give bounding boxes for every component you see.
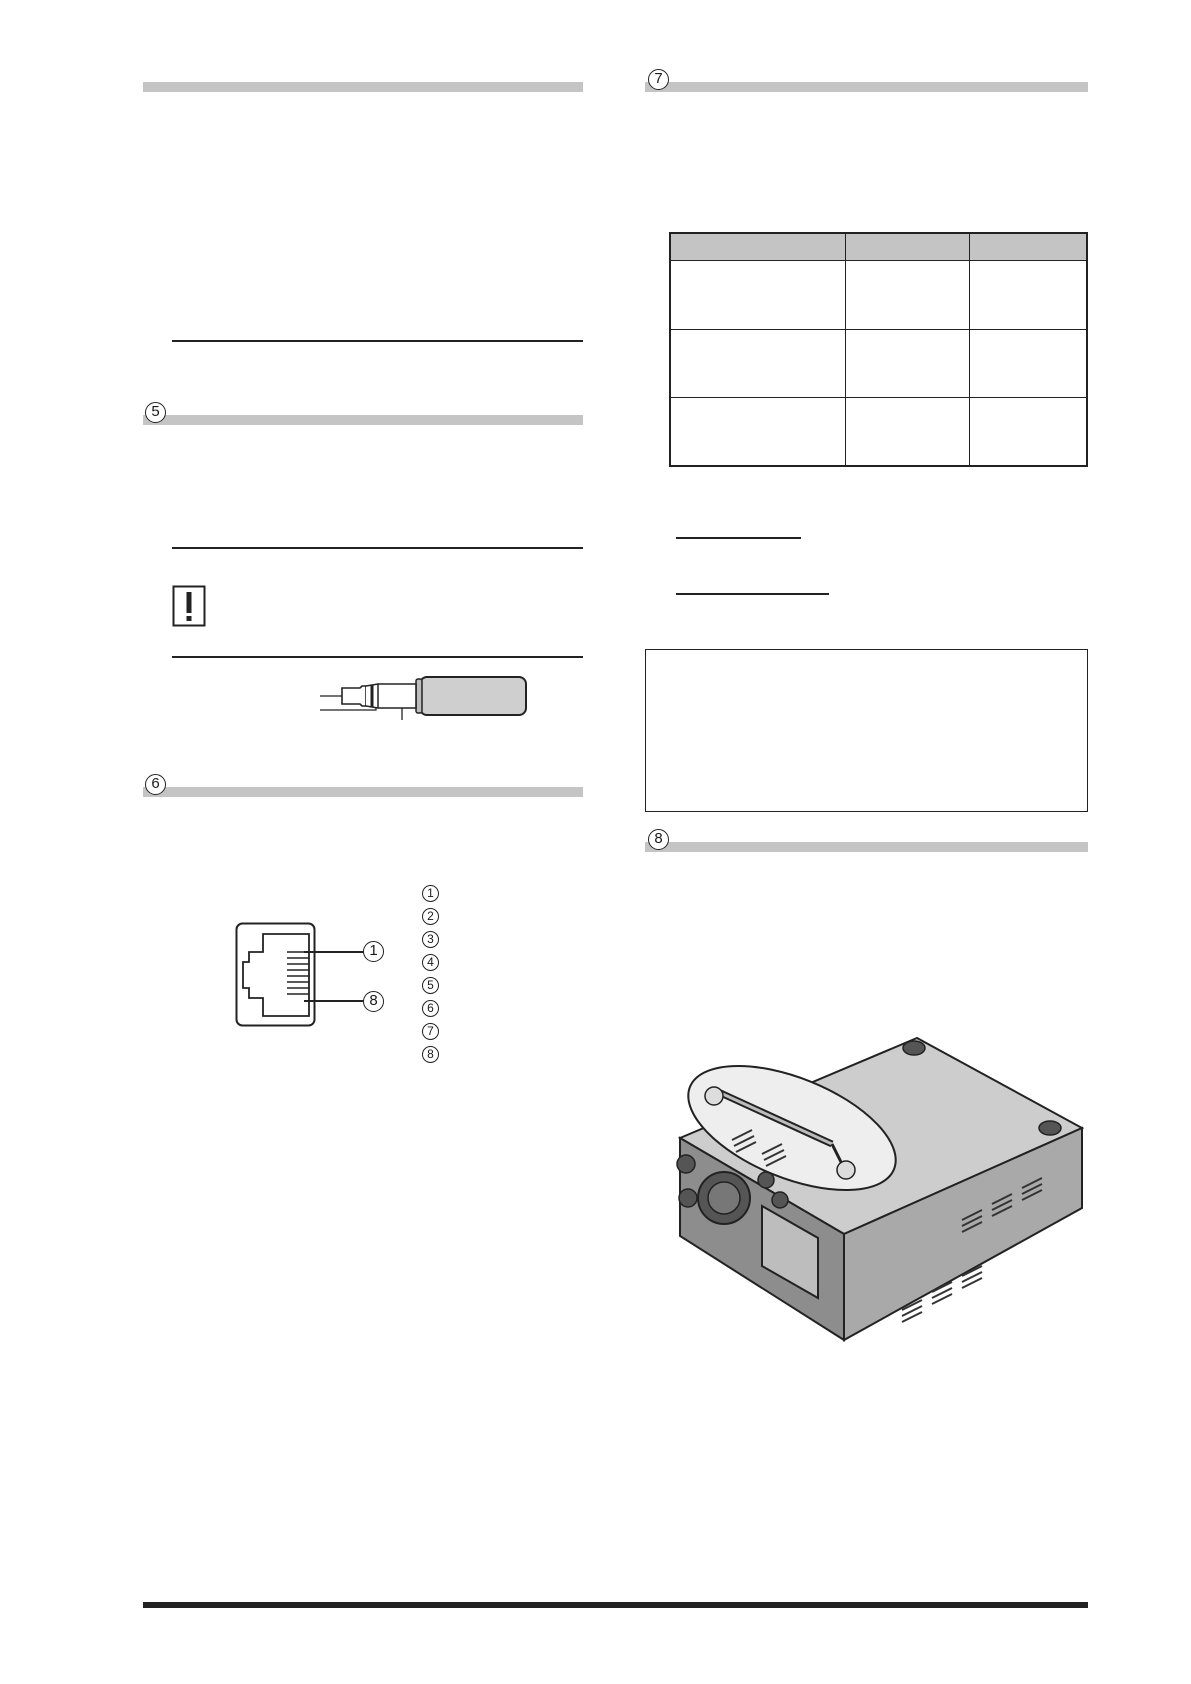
table-cell (846, 261, 970, 329)
table-cell (670, 329, 846, 397)
pin-1-callout: 1 (363, 941, 384, 962)
table-header-row (670, 233, 1087, 261)
pin-list-item: 3 (422, 931, 439, 948)
pin-list-item: 7 (422, 1023, 439, 1040)
table-row (670, 261, 1087, 329)
pin-list-item: 2 (422, 908, 439, 925)
caution-bottom-rule (172, 656, 583, 658)
divider-rule (172, 340, 583, 342)
pin-list-item: 8 (422, 1046, 439, 1063)
underline-long (676, 593, 829, 595)
section-8-number: 8 (648, 829, 669, 850)
table-cell (970, 329, 1088, 397)
pin-list-item: 4 (422, 954, 439, 971)
section-5-number: 5 (145, 402, 166, 423)
transceiver-illustration (662, 1030, 1092, 1350)
page-footer-bar (143, 1602, 1088, 1608)
table-header-cell (970, 233, 1088, 261)
table-row (670, 397, 1087, 466)
section-8-bar (645, 842, 1088, 852)
table-cell (846, 397, 970, 466)
table-header-cell (846, 233, 970, 261)
table-cell (970, 261, 1088, 329)
section-6-bar (143, 787, 583, 797)
pin-list-item: 6 (422, 1000, 439, 1017)
stereo-plug-icon (320, 674, 530, 720)
pin-list-item: 5 (422, 977, 439, 994)
rj45-jack-icon (235, 922, 317, 1028)
table-row (670, 329, 1087, 397)
table-cell (670, 397, 846, 466)
section-6-number: 6 (145, 774, 166, 795)
section-bar-top-left (143, 82, 583, 92)
table-cell (670, 261, 846, 329)
caution-top-rule (172, 547, 583, 549)
underline-short (676, 537, 801, 539)
note-box (645, 649, 1088, 812)
pin-8-leader (304, 1000, 364, 1002)
section-7-bar (645, 82, 1088, 92)
section-7-number: 7 (648, 69, 669, 90)
pin-list-item: 1 (422, 885, 439, 902)
table-cell (970, 397, 1088, 466)
table-cell (846, 329, 970, 397)
table-header-cell (670, 233, 846, 261)
pin-8-callout: 8 (363, 991, 384, 1012)
pin-1-leader (304, 951, 364, 953)
spec-table (669, 232, 1088, 467)
section-5-bar (143, 415, 583, 425)
exclamation-icon (172, 585, 206, 627)
